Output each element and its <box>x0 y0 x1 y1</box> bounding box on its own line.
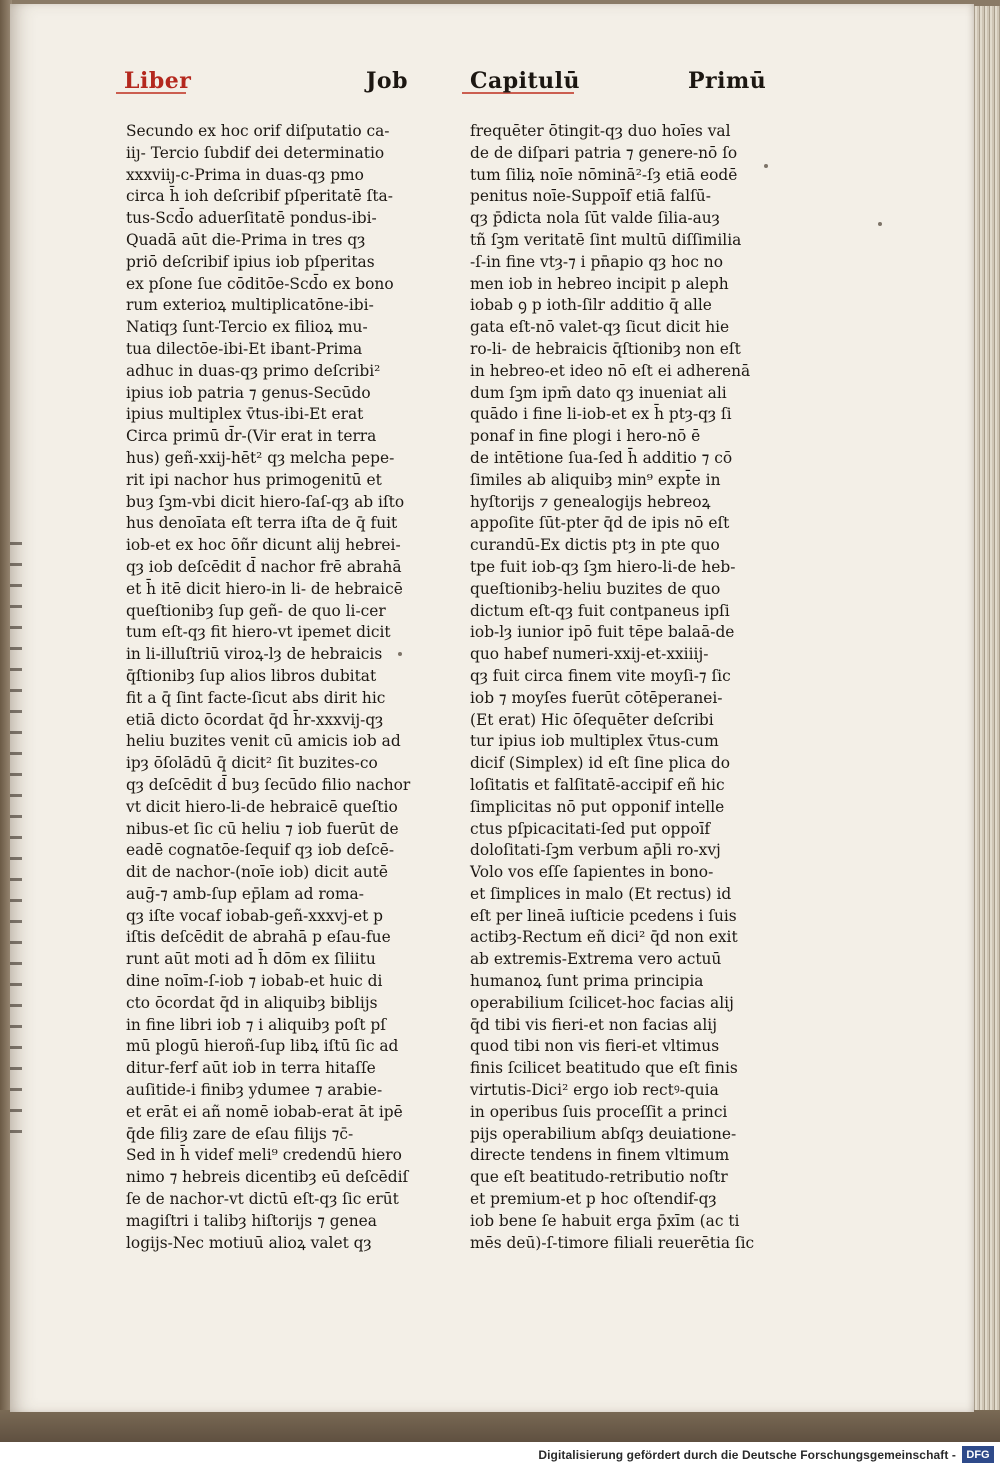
text-line: tpe fuit iob-qȝ ſꝫm hiero-li-de heb- <box>470 557 736 576</box>
footer-strip <box>0 1442 1000 1469</box>
text-line: nimo ⁊ hebreis dicentibȝ eū deſcēdiſ <box>126 1168 409 1187</box>
book-page <box>10 4 974 1412</box>
text-line: dictum eſt-qȝ fuit contpaneus ipſi <box>470 601 730 620</box>
text-line: in operibus ſuis proceſſit a princi <box>470 1102 728 1121</box>
text-line: de de diſpari patria ⁊ genere-nō ſo <box>470 143 738 162</box>
text-line: operabilium ſcilicet-hoc facias alij <box>470 993 734 1012</box>
text-line: ponaf in fine plogi i hero-nō ē <box>470 427 701 446</box>
text-line: rum exterioꝝ multiplicatōne-ibi- <box>126 296 374 315</box>
text-line: humanoꝝ ſunt prima principia <box>470 972 704 991</box>
text-line: nibus-et ſic cū heliu ⁊ iob fuerūt de <box>126 819 399 838</box>
text-line: et h̄ itē dicit hiero-in li- de hebraicē <box>126 579 403 598</box>
text-line: virtutis-Dici² ergo iob rectꝰ-quia <box>470 1081 719 1100</box>
text-line: tur ipius iob multiplex v̄tus-cum <box>470 732 719 751</box>
text-line: qȝ iſte vocaf iobab-geñ-xxxvj-et p <box>126 906 384 925</box>
paper-spot <box>764 164 768 168</box>
text-column-right <box>470 121 785 1254</box>
running-head <box>110 68 790 108</box>
text-line: buȝ ſꝫm-vbi dicit hiero-ſaſ-qȝ ab iſto <box>126 492 405 511</box>
text-line: runt aūt moti ad h̄ dōm ex ſiliitu <box>126 950 376 969</box>
text-line: etiā dicto ōcordat q̄d h̄r-xxxvij-qȝ <box>126 710 384 729</box>
text-line: ex pſone ſue cōditōe-Scd̄o ex bono <box>126 274 394 293</box>
running-head-capitulum: Capitulū <box>470 68 581 94</box>
text-line: adhuc in duas-qȝ primo deſcribi² <box>126 361 381 380</box>
text-line: ipȝ ōſolādū q̄ dicit² ſit buzites-co <box>126 754 378 773</box>
text-line: iob ⁊ moyſes fuerūt cōtēperanei- <box>470 688 723 707</box>
text-line: queſtionibȝ-heliu buzites de quo <box>470 579 721 598</box>
text-line: ſe de nachor-vt dictū eſt-qȝ ſic erūt <box>126 1190 399 1209</box>
text-line: tum ſiliꝝ noīe nōminā²-ſȝ etiā eodē <box>470 165 738 184</box>
text-line: dum ſꝫm ipm̄ dato qȝ inueniat ali <box>470 383 727 402</box>
text-line: finis ſcilicet beatitudo que eſt finis <box>470 1059 738 1078</box>
text-line: ctus pſpicacitati-ſed put oppoīf <box>470 819 711 838</box>
paper-spot <box>878 222 882 226</box>
text-line: iobab ꝯ p ioth-ſilr additio q̄ alle <box>470 296 712 315</box>
text-line: ipius iob patria ⁊ genus-Secūdo <box>126 383 371 402</box>
text-line: qȝ p̄dicta nola ſūt valde ſilia-auȝ <box>470 209 720 228</box>
text-line: hus) geñ-xxij-hēt² qȝ melcha pepe- <box>126 448 395 467</box>
text-line: iob-lȝ iunior ipō fuit tēpe balaā-de <box>470 623 735 642</box>
text-line: iob-et ex hoc ōñr dicunt alij hebrei- <box>126 536 401 555</box>
text-line: et premium-et p hoc oſtendif-qȝ <box>470 1190 717 1209</box>
text-line: auḡ-⁊ amb-ſup ep̄lam ad roma- <box>126 884 364 903</box>
text-line: quod tibi non vis fieri-et vltimus <box>470 1037 720 1056</box>
text-line: eſt per lineā iuſticie pcedens i ſuis <box>470 906 737 925</box>
text-line: dicif (Simplex) id eſt ſine plica do <box>470 754 731 773</box>
text-line: frequēter ōtingit-qȝ duo hoīes val <box>470 122 731 140</box>
facing-page-sliver <box>10 524 22 1144</box>
text-line: magiſtri i talibȝ hiſtorijs ⁊ genea <box>126 1211 377 1230</box>
text-line: appoſite ſūt-pter q̄d de ipis nō eſt <box>470 514 730 533</box>
text-line: quādo i fine li-iob-et ex h̄ ptȝ-qȝ ſi <box>470 405 732 424</box>
text-line: que eſt beatitudo-retributio noſtr <box>470 1168 728 1187</box>
text-line: q̄ſtionibȝ ſup alios libros dubitat <box>126 666 377 685</box>
text-line: in li-illuſtriū viroꝝ-lȝ de hebraicis <box>126 645 383 664</box>
digitization-credit: Digitalisierung gefördert durch die Deutsche Forschungsgemeinschaft - <box>538 1448 956 1462</box>
text-line: tua dilectōe-ibi-Et ibant-Prima <box>126 339 363 358</box>
text-column-left <box>126 121 426 1254</box>
paper-spot <box>398 652 402 656</box>
text-line: mēs deū)-ſ-timore filiali reuerētia ſic <box>470 1233 755 1252</box>
text-line: ſimplicitas nō put opponif intelle <box>470 797 725 816</box>
text-line: priō deſcribif ipius iob pſperitas <box>126 252 375 271</box>
text-line: ro-li- de hebraicis q̄ſtionibȝ non eſt <box>470 339 741 358</box>
text-line: eadē cognatōe-ſequif qȝ iob deſcē- <box>126 841 395 860</box>
text-line: penitus noīe-Suppoīf etiā falſū- <box>470 187 711 206</box>
text-line: ſimiles ab aliquibȝ min⁹ expt̄e in <box>470 470 721 489</box>
text-line: q̄d tibi vis fieri-et non facias alij <box>470 1015 717 1034</box>
text-line: vt dicit hiero-li-de hebraicē queſtio <box>126 797 398 816</box>
text-line: iob bene ſe habuit erga p̄xīm (ac ti <box>470 1211 740 1230</box>
text-line: heliu buzites venit cū amicis iob ad <box>126 732 401 751</box>
text-line: tus-Scd̄o aduerſitatē pondus-ibi- <box>126 209 377 228</box>
text-line: Secundo ex hoc orif diſputatio ca- <box>126 122 390 140</box>
text-line: circa h̄ ioh deſcribif pſperitatē ſta- <box>126 187 393 206</box>
text-line: (Et erat) Hic ōſequēter deſcribi <box>470 710 714 729</box>
text-line: hus denoīata eſt terra iſta de q̄ fuit <box>126 514 398 533</box>
text-line: Circa primū d̄r-(Vir erat in terra <box>126 427 377 446</box>
text-line: queſtionibȝ ſup geñ- de quo li-cer <box>126 601 386 620</box>
text-line: cto ōcordat q̄d in aliquibȝ biblijs <box>126 993 378 1012</box>
text-line: in hebreo-et ideo nō eſt ei adherenā <box>470 361 751 380</box>
text-line: auſitide-i finibȝ ydumee ⁊ arabie- <box>126 1081 383 1100</box>
text-line: qȝ deſcēdit d̄ buȝ ſecūdo filio nachor <box>126 775 411 794</box>
text-line: gata eſt-nō valet-qȝ ſicut dicit hie <box>470 318 730 337</box>
text-line: iiȷ- Tercio ſubdif dei determinatio <box>126 143 385 162</box>
text-line: doloſitati-ſꝫm verbum ap̄li ro-xvj <box>470 841 721 860</box>
text-line: qȝ iob deſcēdit d̄ nachor frē abrahā <box>126 557 402 576</box>
text-line: tum eſt-qȝ fit hiero-vt ipemet dicit <box>126 623 391 642</box>
text-line: men iob in hebreo incipit p aleph <box>470 274 729 293</box>
text-line: tñ ſꝫm veritatē ſint multū diſſimilia <box>470 230 742 249</box>
text-line: ditur-ferf aūt iob in terra hitaſſe <box>126 1059 376 1078</box>
text-line: et erāt ei añ nomē iobab-erat āt ipē <box>126 1102 403 1121</box>
text-line: actibȝ-Rectum eñ dici² q̄d non exit <box>470 928 738 947</box>
text-line: ab extremis-Extrema vero actuū <box>470 950 722 969</box>
text-line: mū plogū hieroñ-ſup libꝝ iſtū ſic ad <box>126 1037 399 1056</box>
text-line: Quadā aūt die-Prima in tres qȝ <box>126 230 366 249</box>
text-line: Sed in h̄ videf meli⁹ credendū hiero <box>126 1146 402 1165</box>
page-stack-edge <box>972 6 1000 1410</box>
text-line: dit de nachor-(noīe iob) dicit autē <box>126 863 388 882</box>
text-line: dine noīm-ſ-iob ⁊ iobab-et huic di <box>126 972 383 991</box>
text-line: quo habef numeri-xxij-et-xxiiij- <box>470 645 709 664</box>
text-line: q̄de filiȝ zare de eſau filijs ⁊c̄- <box>126 1124 354 1143</box>
text-line: de intētione ſua-ſed h̄ additio ⁊ cō <box>470 448 733 467</box>
text-line: logijs-Nec motiuū alioꝝ valet qȝ <box>126 1233 372 1252</box>
text-line: xxxviiȷ-c-Prima in duas-qȝ pmo <box>126 165 364 184</box>
text-line: curandū-Ex dictis ptȝ in pte quo <box>470 536 720 555</box>
text-line: ipius multiplex v̄tus-ibi-Et erat <box>126 405 364 424</box>
text-line: in fine libri iob ⁊ i aliquibȝ poſt pſ <box>126 1015 386 1034</box>
scan-bottom-band <box>0 1410 1000 1442</box>
text-line: et ſimplices in malo (Et rectus) id <box>470 884 732 903</box>
text-line: directe tendens in finem vltimum <box>470 1146 730 1165</box>
running-head-primum: Primū <box>688 68 767 94</box>
text-line: iſtis deſcēdit de abrahā p eſau-fue <box>126 928 391 947</box>
text-line: qȝ fuit circa finem vite moyſi-⁊ ſic <box>470 666 731 685</box>
text-line: hyſtorijs ⁊ genealogijs hebreoꝝ <box>470 492 711 511</box>
text-line: Volo vos eſſe ſapientes in bono- <box>470 863 714 882</box>
text-line: fit a q̄ ſint facte-ſicut abs dirit hic <box>126 688 386 707</box>
running-head-job: Job <box>366 68 408 94</box>
running-head-liber: Liber <box>124 68 192 94</box>
dfg-logo: DFG <box>962 1446 994 1463</box>
text-line: pijs operabilium abſqȝ deuiatione- <box>470 1124 737 1143</box>
text-line: loſitatis et falſitatē-accipif eñ hic <box>470 775 725 794</box>
text-line: Natiqȝ ſunt-Tercio ex filioꝝ mu- <box>126 318 368 337</box>
text-line: rit ipi nachor hus primogenitū et <box>126 470 382 489</box>
text-line: -ſ-in fine vtȝ-⁊ i pn̄apio qȝ hoc no <box>470 252 723 271</box>
